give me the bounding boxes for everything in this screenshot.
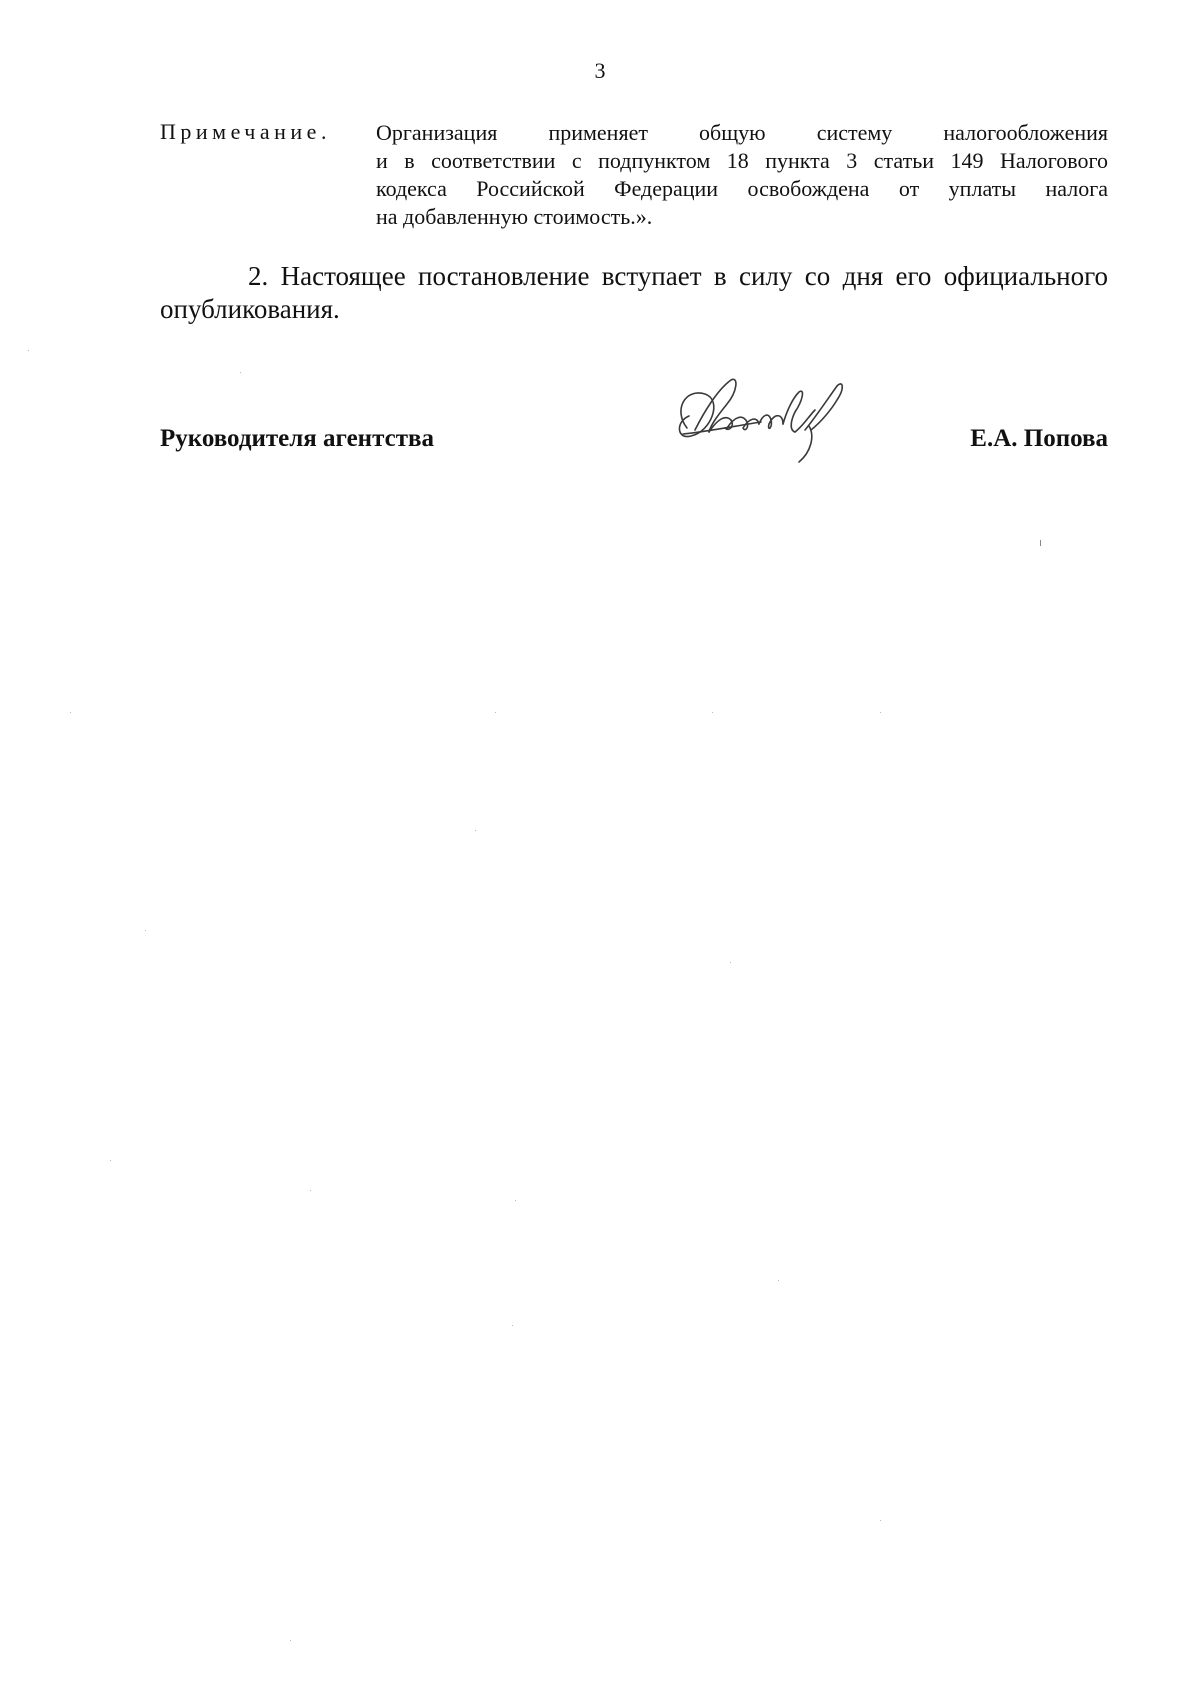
page-number: 3: [594, 58, 606, 83]
note-label: Примечание.: [160, 119, 331, 144]
signer-title: Руководителя агентства: [160, 425, 435, 452]
scan-speck: [1040, 540, 1041, 546]
scan-speck: [110, 1160, 111, 1161]
scan-speck: [310, 1190, 311, 1191]
scan-speck: [515, 1200, 516, 1201]
signer-name: Е.А. Попова: [970, 425, 1108, 452]
note-line: Организация применяет общую систему налогообложения: [376, 120, 1108, 145]
scan-speck: [512, 1325, 513, 1326]
scan-speck: [880, 1520, 881, 1521]
paragraph-line: 2. Настоящее постановление вступает в силу со дня его официального: [248, 261, 1108, 291]
scan-speck: [475, 830, 476, 831]
scan-speck: [880, 712, 881, 713]
scan-speck: [730, 962, 731, 963]
note-text: [376, 119, 1108, 231]
scan-speck: [495, 712, 496, 713]
paragraph-line: опубликования.: [160, 294, 340, 324]
scan-speck: [70, 712, 71, 713]
scan-speck: [290, 1640, 291, 1641]
scan-speck: [28, 350, 29, 351]
scan-speck: [778, 1280, 779, 1281]
scan-speck: [145, 930, 146, 931]
scan-speck: [240, 372, 241, 373]
note-line: кодекса Российской Федерации освобождена от уплаты налога: [376, 176, 1108, 201]
effective-date-paragraph: [160, 260, 1108, 326]
note-line: и в соответствии с подпунктом 18 пункта 3 статьи 149 Налогового: [376, 148, 1108, 173]
scan-speck: [712, 712, 713, 713]
handwritten-signature: [665, 370, 855, 470]
note-line: на добавленную стоимость.».: [376, 204, 653, 229]
